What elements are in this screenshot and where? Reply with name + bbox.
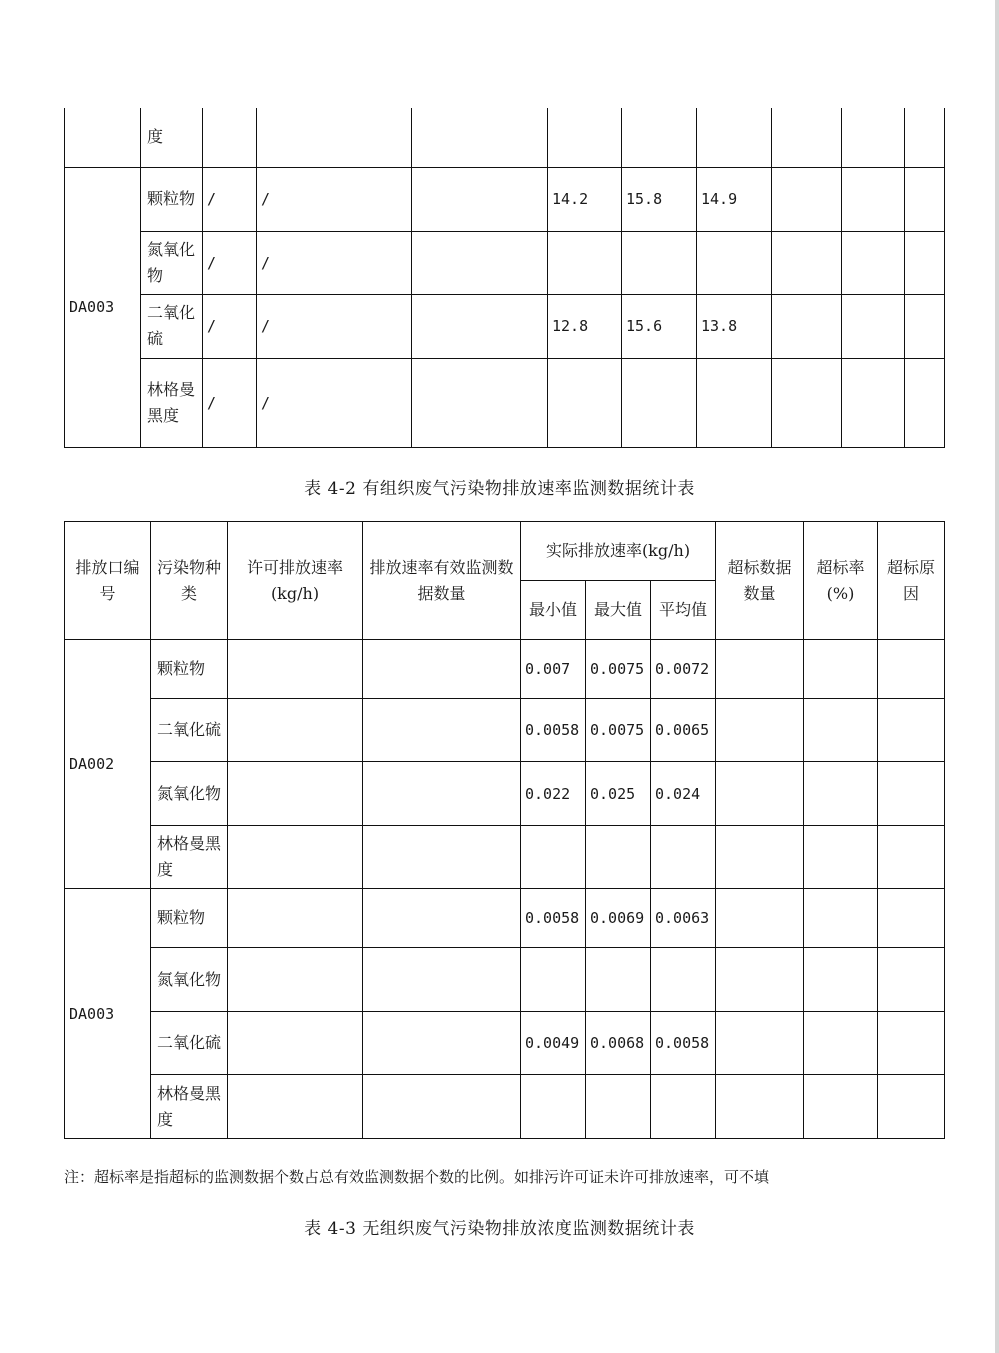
permit-cell: / bbox=[257, 167, 412, 231]
min-cell bbox=[521, 826, 586, 889]
pollutant-cell: 度 bbox=[141, 108, 203, 167]
page-edge bbox=[995, 0, 999, 1353]
value-cell: 13.8 bbox=[697, 294, 772, 358]
table-row bbox=[65, 948, 945, 1012]
max-cell bbox=[586, 948, 651, 1012]
value-cell bbox=[622, 358, 697, 447]
min-cell: 0.0058 bbox=[521, 699, 586, 762]
pollutant-cell: 二氧化硫 bbox=[151, 699, 228, 762]
header-max: 最大值 bbox=[586, 581, 651, 640]
table-row bbox=[65, 108, 945, 167]
permit-cell: / bbox=[257, 294, 412, 358]
value-cell bbox=[548, 231, 622, 294]
header-actual-rate: 实际排放速率(kg/h) bbox=[521, 522, 716, 581]
avg-cell bbox=[651, 948, 716, 1012]
pollutant-cell: 林格曼黑度 bbox=[151, 826, 228, 889]
table-row bbox=[65, 640, 945, 699]
max-cell: 0.0068 bbox=[586, 1012, 651, 1075]
outlet-cell-empty bbox=[65, 108, 141, 167]
header-min: 最小值 bbox=[521, 581, 586, 640]
value-cell bbox=[697, 358, 772, 447]
min-cell bbox=[521, 948, 586, 1012]
avg-cell bbox=[651, 826, 716, 889]
avg-cell: 0.0065 bbox=[651, 699, 716, 762]
table-header-row bbox=[65, 522, 945, 581]
pollutant-cell: 二氧化硫 bbox=[141, 294, 203, 358]
table-row bbox=[65, 699, 945, 762]
header-exceed-count: 超标数据数量 bbox=[716, 522, 804, 640]
permit-cell: / bbox=[257, 231, 412, 294]
pollutant-cell: 林格曼黑度 bbox=[151, 1075, 228, 1139]
header-permit-rate: 许可排放速率(kg/h) bbox=[228, 522, 363, 640]
avg-cell bbox=[651, 1075, 716, 1139]
pollutant-cell: 林格曼黑度 bbox=[141, 358, 203, 447]
min-cell: 0.0058 bbox=[521, 889, 586, 948]
table-4-2 bbox=[64, 521, 945, 1139]
min-cell: 0.022 bbox=[521, 762, 586, 826]
pollutant-cell: 氮氧化物 bbox=[151, 948, 228, 1012]
table-row bbox=[65, 762, 945, 826]
value-cell bbox=[548, 358, 622, 447]
table-row bbox=[65, 231, 945, 294]
permit-cell: / bbox=[203, 167, 257, 231]
header-outlet: 排放口编号 bbox=[65, 522, 151, 640]
header-pollutant: 污染物种类 bbox=[151, 522, 228, 640]
value-cell bbox=[622, 231, 697, 294]
max-cell bbox=[586, 826, 651, 889]
outlet-cell: DA003 bbox=[65, 889, 151, 1139]
min-cell: 0.0049 bbox=[521, 1012, 586, 1075]
pollutant-cell: 颗粒物 bbox=[141, 167, 203, 231]
header-valid-count: 排放速率有效监测数据数量 bbox=[363, 522, 521, 640]
min-cell bbox=[521, 1075, 586, 1139]
avg-cell: 0.024 bbox=[651, 762, 716, 826]
max-cell: 0.0075 bbox=[586, 640, 651, 699]
pollutant-cell: 氮氧化物 bbox=[141, 231, 203, 294]
pollutant-cell: 二氧化硫 bbox=[151, 1012, 228, 1075]
table-row bbox=[65, 826, 945, 889]
value-cell: 15.6 bbox=[622, 294, 697, 358]
header-exceed-rate: 超标率(%) bbox=[804, 522, 878, 640]
permit-cell: / bbox=[257, 358, 412, 447]
table-4-2-caption: 表 4-2 有组织废气污染物排放速率监测数据统计表 bbox=[304, 479, 695, 499]
table-note: 注：超标率是指超标的监测数据个数占总有效监测数据个数的比例。如排污许可证未许可排放速率，可不填 bbox=[64, 1168, 770, 1186]
max-cell: 0.0069 bbox=[586, 889, 651, 948]
header-avg: 平均值 bbox=[651, 581, 716, 640]
avg-cell: 0.0063 bbox=[651, 889, 716, 948]
pollutant-cell: 颗粒物 bbox=[151, 640, 228, 699]
value-cell: 14.9 bbox=[697, 167, 772, 231]
table-row bbox=[65, 294, 945, 358]
max-cell: 0.0075 bbox=[586, 699, 651, 762]
permit-cell: / bbox=[203, 358, 257, 447]
avg-cell: 0.0058 bbox=[651, 1012, 716, 1075]
max-cell: 0.025 bbox=[586, 762, 651, 826]
table-row bbox=[65, 1012, 945, 1075]
value-cell: 15.8 bbox=[622, 167, 697, 231]
pollutant-cell: 颗粒物 bbox=[151, 889, 228, 948]
permit-cell: / bbox=[203, 231, 257, 294]
table-row bbox=[65, 889, 945, 948]
value-cell bbox=[697, 231, 772, 294]
table-row bbox=[65, 167, 945, 231]
value-cell: 12.8 bbox=[548, 294, 622, 358]
table-4-1-continued bbox=[64, 108, 945, 448]
min-cell: 0.007 bbox=[521, 640, 586, 699]
max-cell bbox=[586, 1075, 651, 1139]
header-exceed-reason: 超标原因 bbox=[878, 522, 945, 640]
outlet-cell: DA003 bbox=[65, 167, 141, 447]
outlet-cell: DA002 bbox=[65, 640, 151, 889]
table-row bbox=[65, 1075, 945, 1139]
pollutant-cell: 氮氧化物 bbox=[151, 762, 228, 826]
permit-cell: / bbox=[203, 294, 257, 358]
table-row bbox=[65, 358, 945, 447]
avg-cell: 0.0072 bbox=[651, 640, 716, 699]
table-4-3-caption: 表 4-3 无组织废气污染物排放浓度监测数据统计表 bbox=[304, 1219, 695, 1239]
value-cell: 14.2 bbox=[548, 167, 622, 231]
